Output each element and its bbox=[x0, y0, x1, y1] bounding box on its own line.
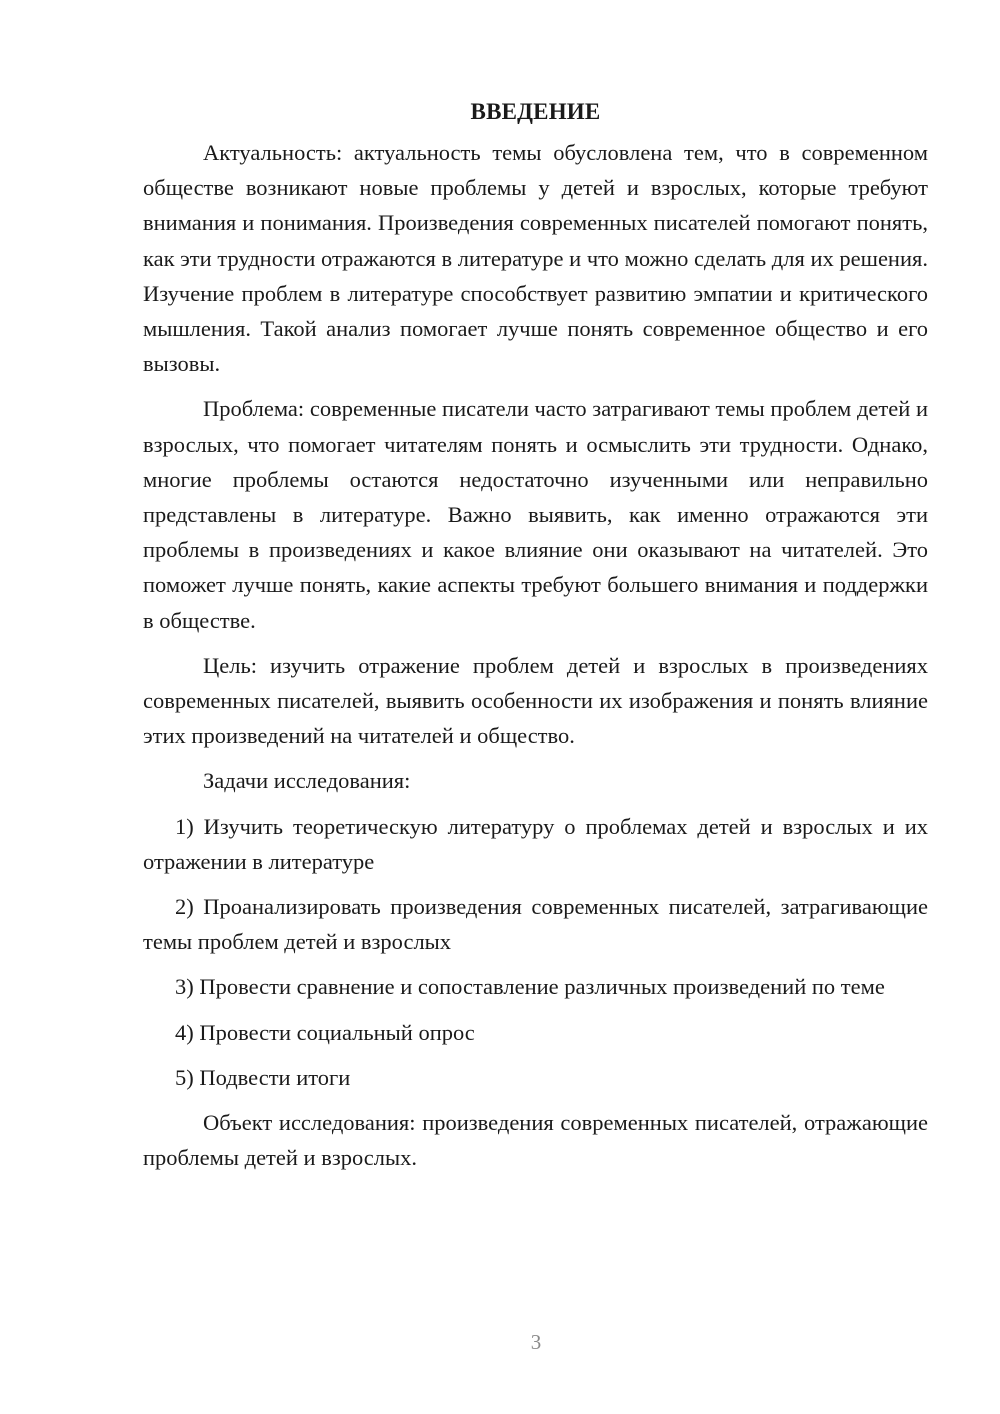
object-paragraph: Объект исследования: произведения современных писателей, отражающие проблемы детей и взрослых. bbox=[143, 1110, 928, 1171]
goal-paragraph: Цель: изучить отражение проблем детей и взрослых в произведениях современных писателей, выявить особенности их изображения и понять влияние этих произведений на читателей и общество. bbox=[143, 652, 928, 749]
task-item-4: 4) Провести социальный опрос bbox=[175, 1019, 475, 1045]
page-number: 3 bbox=[530, 1330, 542, 1354]
task-item-1: 1) Изучить теоретическую литературу о проблемах детей и взрослых и их отражении в литературе bbox=[143, 813, 928, 874]
page-title: ВВЕДЕНИЕ bbox=[470, 99, 601, 124]
document-page bbox=[143, 94, 928, 1175]
tasks-heading: Задачи исследования: bbox=[203, 768, 411, 794]
task-item-2: 2) Проанализировать произведения современных писателей, затрагивающие темы проблем детей и взрослых bbox=[143, 894, 928, 955]
task-item-3: 3) Провести сравнение и сопоставление различных произведений по теме bbox=[175, 974, 885, 1000]
relevance-paragraph: Актуальность: актуальность темы обусловлена тем, что в современном обществе возникают новые проблемы у детей и взрослых, которые требуют внимания и понимания. Произведения современных писателей помогают понять, как эти трудности отражаются в литературе и что можно сделать для их решения. Изучение проблем в литературе способствует развитию эмпатии и критического мышления. Такой анализ помогает лучше понять современное общество и его вызовы. bbox=[143, 140, 928, 377]
task-item-5: 5) Подвести итоги bbox=[175, 1064, 351, 1090]
problem-paragraph: Проблема: современные писатели часто затрагивают темы проблем детей и взрослых, что помогает читателям понять и осмыслить эти трудности. Однако, многие проблемы остаются недостаточно изученными или неправильно представлены в литературе. Важно выявить, как именно отражаются эти проблемы в произведениях и какое влияние они оказывают на читателей. Это поможет лучше понять, какие аспекты требуют большего внимания и поддержки в обществе. bbox=[143, 396, 928, 633]
